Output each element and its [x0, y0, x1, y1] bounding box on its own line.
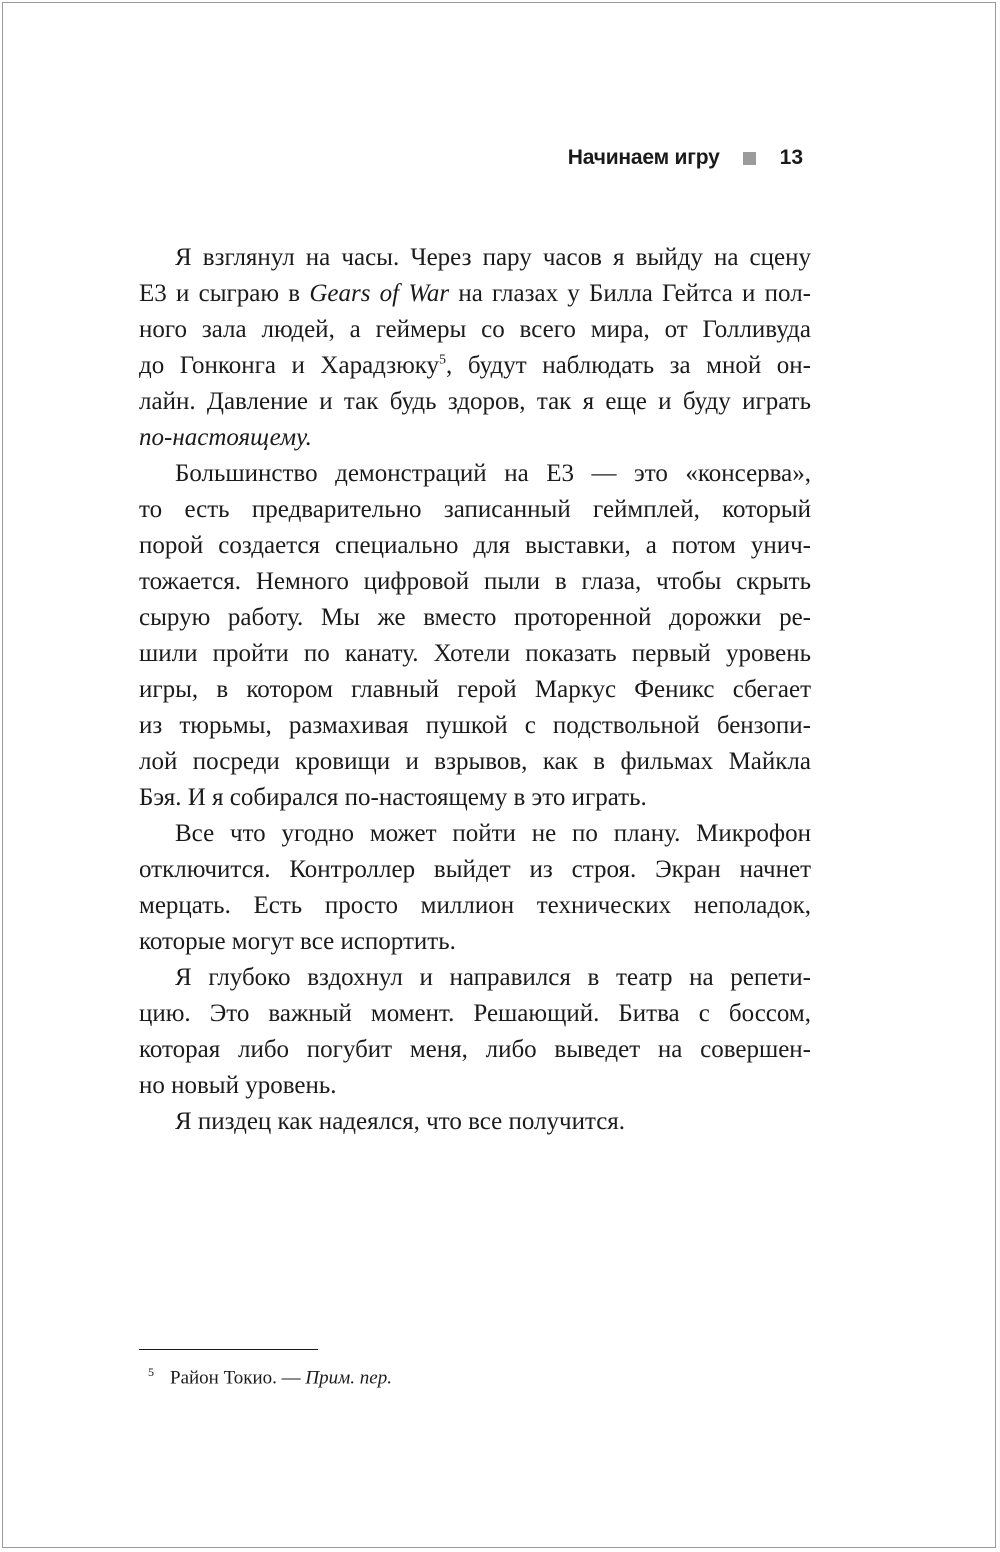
- line-text: Я взглянул на часы. Через пару часов я выйду на сцену: [175, 244, 811, 271]
- text-line: [139, 924, 811, 960]
- line-text: но новый уровень.: [139, 1072, 337, 1099]
- line-text: на глазах у Билла Гейтса и пол-: [449, 280, 811, 307]
- line-text: сырую работу. Мы же вместо проторенной дорожки ре-: [139, 604, 811, 631]
- text-line: [139, 672, 811, 708]
- text-line: [139, 780, 811, 816]
- running-header: [568, 143, 803, 173]
- text-line: [139, 816, 811, 852]
- line-text: отключится. Контроллер выйдет из строя. Экран начнет: [139, 856, 811, 883]
- line-text: лайн. Давление и так будь здоров, так я еще и буду играть: [139, 388, 811, 415]
- line-text: , будут наблюдать за мной он-: [446, 352, 811, 379]
- text-line: [139, 492, 811, 528]
- text-line: [139, 456, 811, 492]
- footnote-rule: [139, 1349, 318, 1350]
- line-text: порой создается специально для выставки, а потом унич-: [139, 532, 811, 559]
- line-text: тожается. Немного цифровой пыли в глаза, чтобы скрыть: [139, 568, 811, 595]
- text-line: [139, 888, 811, 924]
- line-text: E3 и сыграю в: [139, 280, 310, 307]
- line-text: шили пройти по канату. Хотели показать первый уровень: [139, 640, 811, 667]
- text-line: [139, 312, 811, 348]
- text-line: [139, 564, 811, 600]
- line-text: которая либо погубит меня, либо выведет на совершен-: [139, 1036, 811, 1063]
- line-text: игры, в котором главный герой Маркус Феникс сбегает: [139, 676, 811, 703]
- paragraph: [139, 1104, 811, 1140]
- line-text: Я глубоко вздохнул и направился в театр на репети-: [175, 964, 811, 991]
- line-text: Все что угодно может пойти не по плану. Микрофон: [175, 820, 811, 847]
- paragraph: [139, 816, 811, 960]
- text-line: [139, 348, 811, 384]
- line-text: ного зала людей, а геймеры со всего мира, от Голливуда: [139, 316, 811, 343]
- text-line: [139, 528, 811, 564]
- text-line: [139, 1104, 811, 1140]
- footnote-number: 5: [148, 1365, 154, 1379]
- footnote: [148, 1358, 392, 1392]
- line-text: цию. Это важный момент. Решающий. Битва с боссом,: [139, 1000, 811, 1027]
- line-text: Я пиздец как надеялся, что все получится.: [175, 1108, 626, 1135]
- footnote-ref: 5: [439, 352, 447, 368]
- footnote-italic: Прим. пер.: [305, 1367, 392, 1389]
- page-number: 13: [779, 146, 803, 169]
- text-line: [139, 1068, 811, 1104]
- text-line: [139, 960, 811, 996]
- body-text: [139, 240, 811, 1140]
- line-text: мерцать. Есть просто миллион технических неполадок,: [139, 892, 811, 919]
- text-line: [139, 276, 811, 312]
- text-line: [139, 636, 811, 672]
- line-text: Большинство демонстраций на E3 — это «консерва»,: [175, 460, 811, 487]
- text-line: [139, 1032, 811, 1068]
- line-text: до Гонконга и Харадзюку: [139, 352, 440, 379]
- italic-text: Gears of War: [309, 280, 450, 307]
- text-line: [139, 420, 811, 456]
- line-text: лой посреди кровищи и взрывов, как в фильмах Майкла: [139, 748, 811, 775]
- paragraph: [139, 960, 811, 1104]
- paragraph: [139, 456, 811, 816]
- text-line: [139, 240, 811, 276]
- text-line: [139, 384, 811, 420]
- text-line: [139, 852, 811, 888]
- line-text: из тюрьмы, размахивая пушкой с подствольной бензопи-: [139, 712, 811, 739]
- paragraph: [139, 240, 811, 456]
- text-line: [139, 744, 811, 780]
- footnote-text: Район Токио. —: [170, 1367, 306, 1389]
- square-marker-icon: [743, 152, 756, 165]
- line-text: которые могут все испортить.: [139, 928, 456, 955]
- text-line: [139, 996, 811, 1032]
- line-text: то есть предварительно записанный геймплей, который: [139, 496, 811, 523]
- line-text: Бэя. И я собирался по-настоящему в это играть.: [139, 784, 647, 811]
- chapter-title: Начинаем игру: [567, 146, 720, 169]
- text-line: [139, 600, 811, 636]
- italic-text: по-настоящему.: [139, 424, 312, 451]
- text-line: [139, 708, 811, 744]
